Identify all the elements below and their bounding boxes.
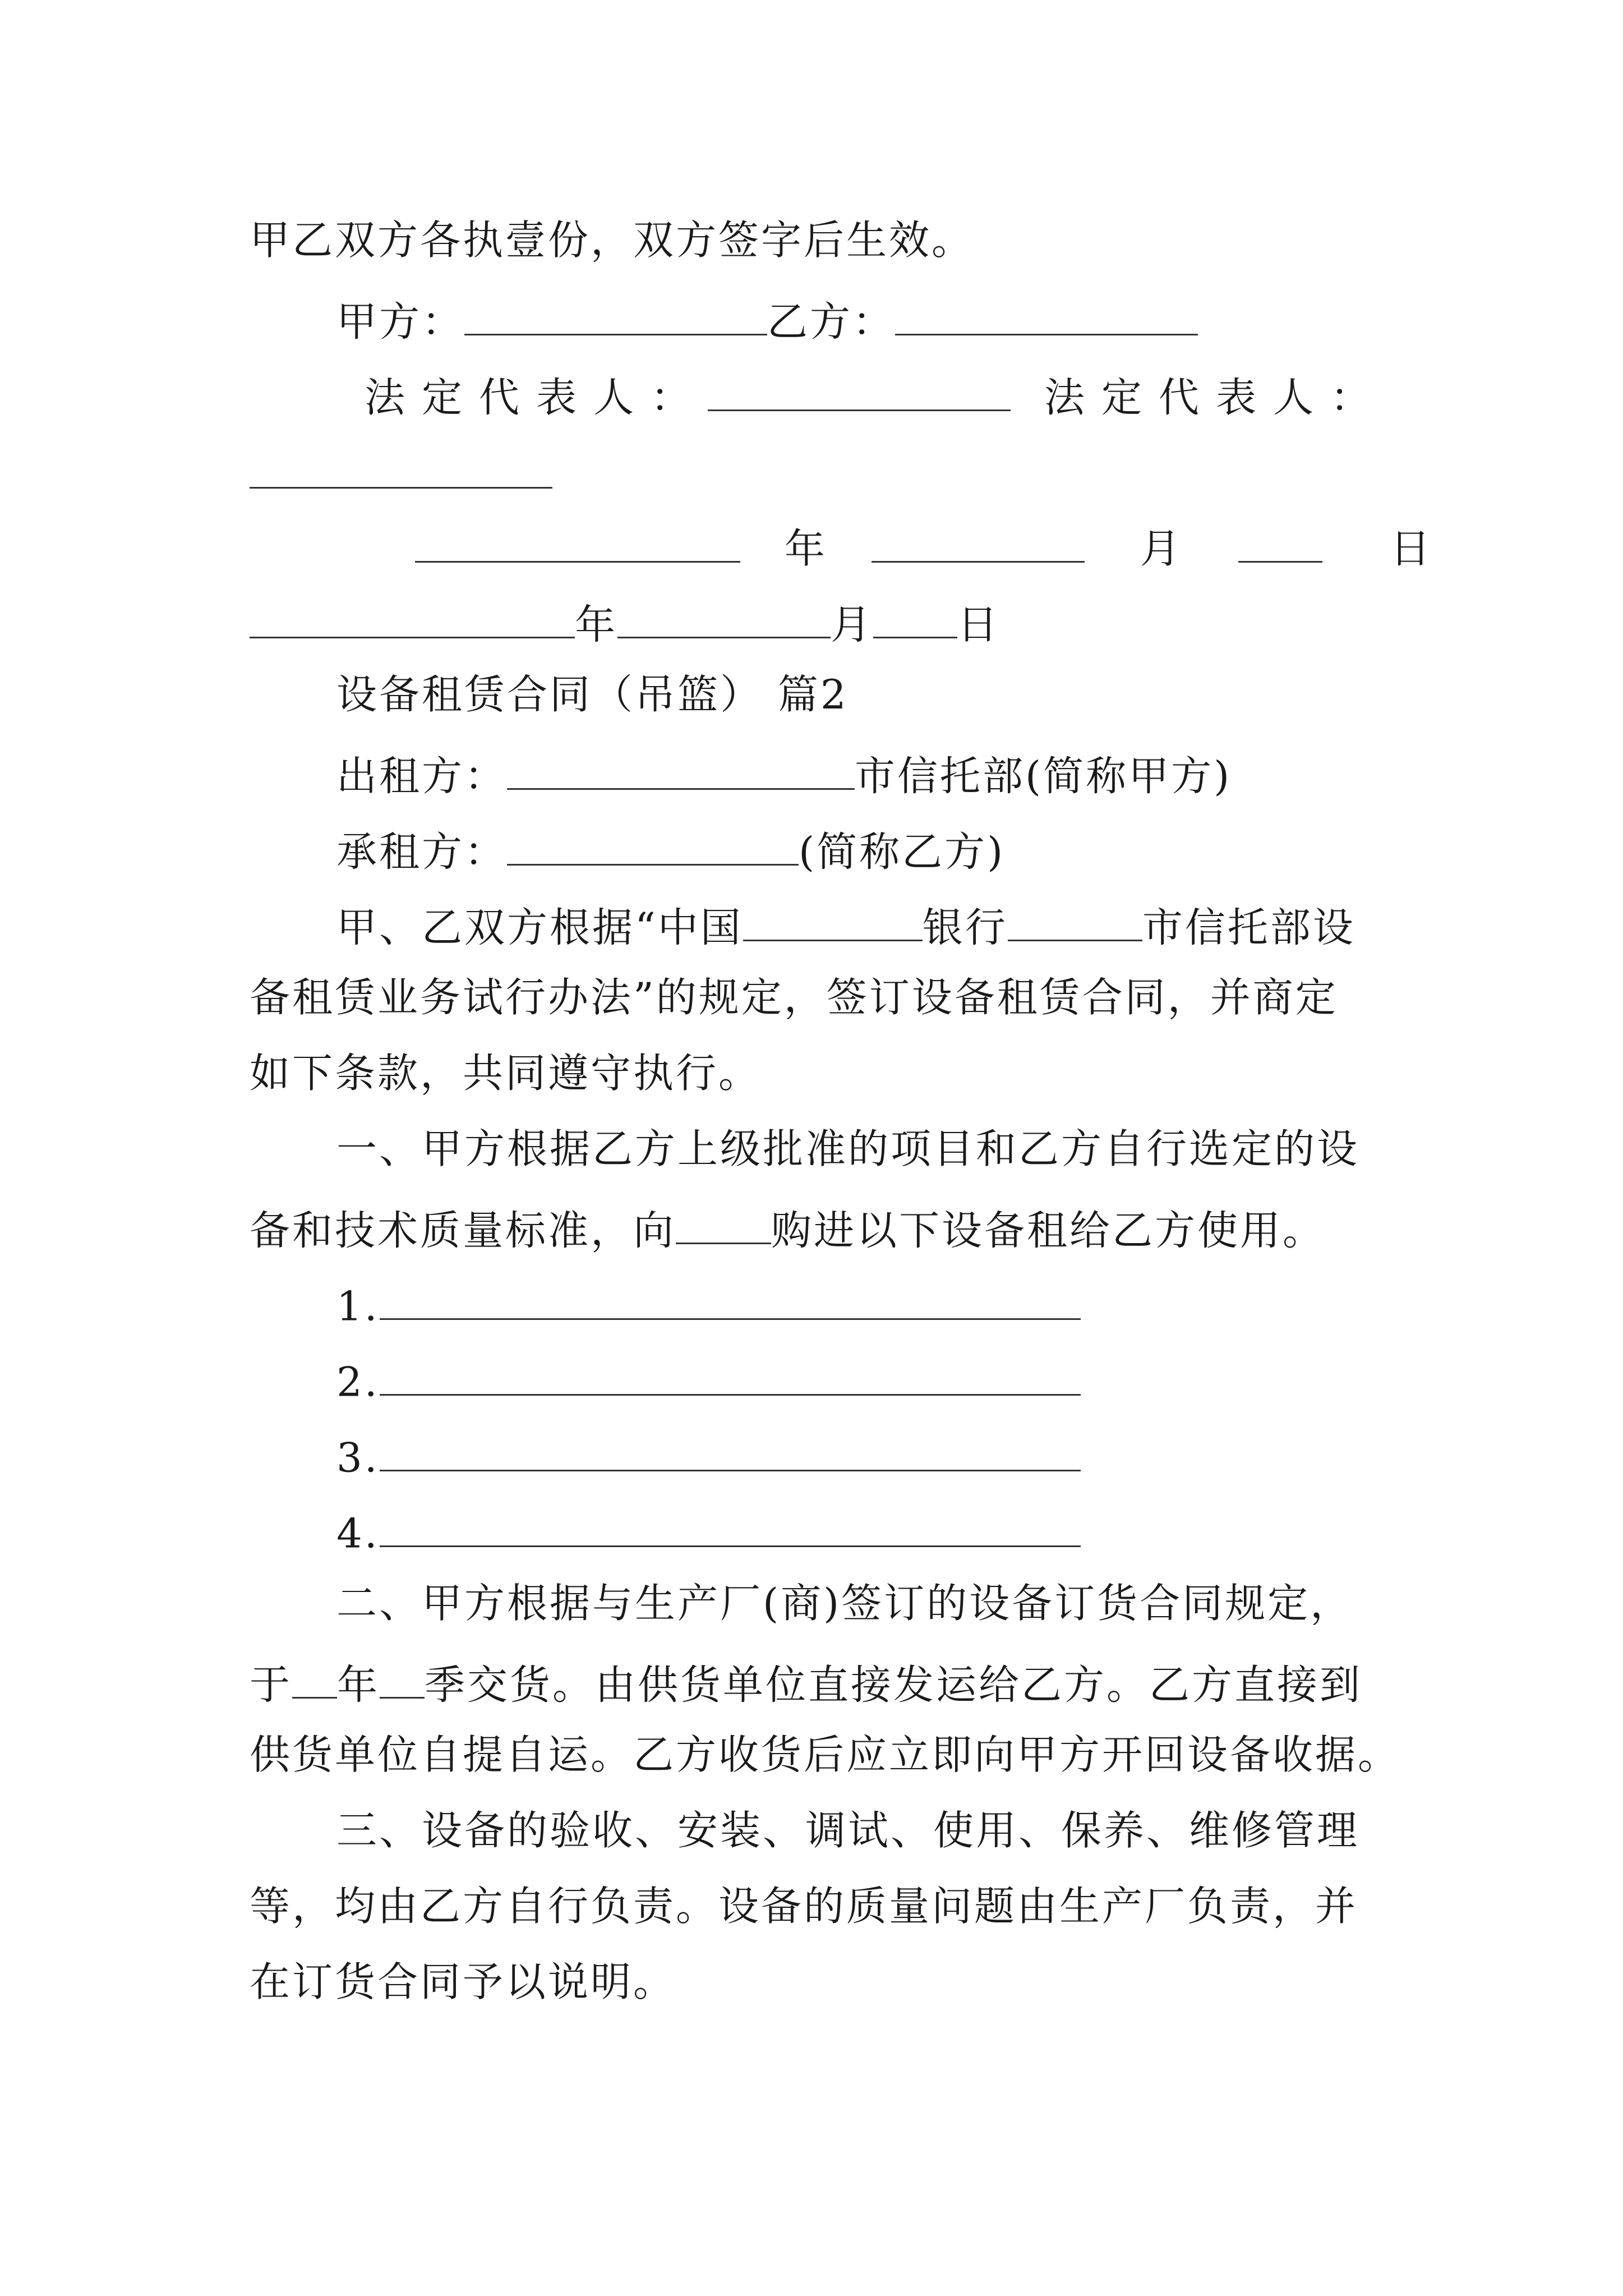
year-blank — [292, 1659, 337, 1699]
text-line — [250, 217, 1377, 264]
representative-b-blank — [250, 449, 552, 489]
date-month-blank — [872, 523, 1085, 563]
month-label: 月 — [831, 601, 874, 648]
item-number: 4. — [336, 1510, 380, 1557]
signature-line-parties — [250, 296, 1377, 346]
party-b-blank — [895, 296, 1198, 335]
equipment-item — [250, 1432, 1377, 1481]
lessor-label: 出租方： — [336, 752, 508, 800]
date-year-blank — [250, 599, 575, 638]
paragraph-line — [250, 1580, 1377, 1627]
equipment-item — [250, 1507, 1377, 1557]
paragraph-line — [250, 1659, 1377, 1709]
date-day-blank — [1238, 523, 1322, 563]
paragraph-text: 季交货。由供货单位直接发运给乙方。乙方直接到 — [425, 1661, 1363, 1709]
paragraph-line — [250, 1883, 1377, 1930]
season-blank — [380, 1659, 425, 1699]
item-number: 1. — [336, 1282, 380, 1330]
paragraph-text: 银行 — [922, 904, 1008, 951]
paragraph-line — [250, 1807, 1377, 1854]
paragraph-line — [250, 1125, 1377, 1172]
supplier-blank — [676, 1204, 771, 1244]
year-label: 年 — [575, 601, 618, 648]
year-label: 年 — [784, 525, 827, 573]
paragraph-text: 等，均由乙方自行负责。设备的质量问题由生产厂负责，并 — [250, 1883, 1358, 1930]
paragraph-text: 购进以下设备租给乙方使用。 — [771, 1207, 1326, 1254]
date-line-a — [415, 523, 1433, 573]
paragraph-line — [250, 1204, 1377, 1254]
paragraph-text: 备租赁业务试行办法”的规定，签订设备租赁合同，并商定 — [250, 974, 1338, 1021]
lessee-suffix: (简称乙方) — [799, 828, 1006, 876]
lessor-suffix: 市信托部(简称甲方) — [855, 752, 1232, 800]
paragraph-text: 三、设备的验收、安装、调试、使用、保养、维修管理 — [336, 1807, 1360, 1854]
lessee-blank — [507, 826, 799, 866]
item-blank — [380, 1432, 1081, 1471]
representative-b-label: 法定代表人： — [1044, 374, 1388, 421]
paragraph-line — [250, 1050, 1377, 1097]
day-label: 日 — [957, 601, 1000, 648]
paragraph-text: 年 — [337, 1661, 380, 1709]
party-a-blank — [464, 296, 767, 335]
paragraph-text: 供货单位自提自运。乙方收货后应立即向甲方开回设备收据。 — [250, 1731, 1401, 1778]
paragraph-line — [250, 1958, 1377, 2005]
lessor-line — [250, 750, 1377, 800]
date-day-blank — [873, 599, 957, 638]
item-number: 2. — [336, 1358, 380, 1406]
date-month-blank — [617, 599, 831, 638]
paragraph-text: 一、甲方根据乙方上级批准的项目和乙方自行选定的设 — [336, 1125, 1360, 1172]
paragraph-text: 二、甲方根据与生产厂(商)签订的设备订货合同规定， — [336, 1580, 1353, 1627]
paragraph-line — [250, 901, 1377, 951]
paragraph-text: 如下条款，共同遵守执行。 — [250, 1050, 762, 1097]
item-blank — [380, 1280, 1081, 1320]
date-year-blank — [415, 523, 740, 563]
paragraph-text: 甲、乙双方根据“中国 — [336, 904, 743, 951]
item-number: 3. — [336, 1434, 380, 1481]
equipment-item — [250, 1280, 1377, 1330]
representative-a-blank — [708, 371, 1011, 411]
date-line-b — [250, 599, 1377, 648]
paragraph-text: 在订货合同予以说明。 — [250, 1958, 676, 2005]
paragraph-text: 市信托部设 — [1142, 904, 1355, 951]
section-title — [250, 671, 1377, 718]
item-blank — [380, 1356, 1081, 1396]
bank-blank — [743, 901, 923, 941]
lessee-label: 承租方： — [336, 828, 508, 876]
representative-a-label: 法定代表人： — [365, 374, 708, 421]
paragraph-text: 甲乙双方各执壹份，双方签字后生效。 — [250, 217, 975, 264]
party-a-label: 甲方： — [336, 298, 465, 346]
city-blank — [1008, 901, 1142, 941]
paragraph-line — [250, 1731, 1401, 1778]
contract-title: 设备租赁合同（吊篮） 篇2 — [336, 671, 849, 718]
lessor-blank — [507, 750, 855, 790]
paragraph-text: 备和技术质量标准，向 — [250, 1207, 676, 1254]
day-label: 日 — [1390, 525, 1433, 573]
equipment-item — [250, 1356, 1377, 1406]
paragraph-line — [250, 974, 1377, 1021]
lessee-line — [250, 826, 1377, 876]
blank-line — [250, 449, 1377, 495]
paragraph-text: 于 — [250, 1661, 293, 1709]
signature-line-representatives — [365, 371, 1388, 421]
item-blank — [380, 1507, 1081, 1547]
month-label: 月 — [1140, 525, 1183, 573]
party-b-label: 乙方： — [767, 298, 896, 346]
